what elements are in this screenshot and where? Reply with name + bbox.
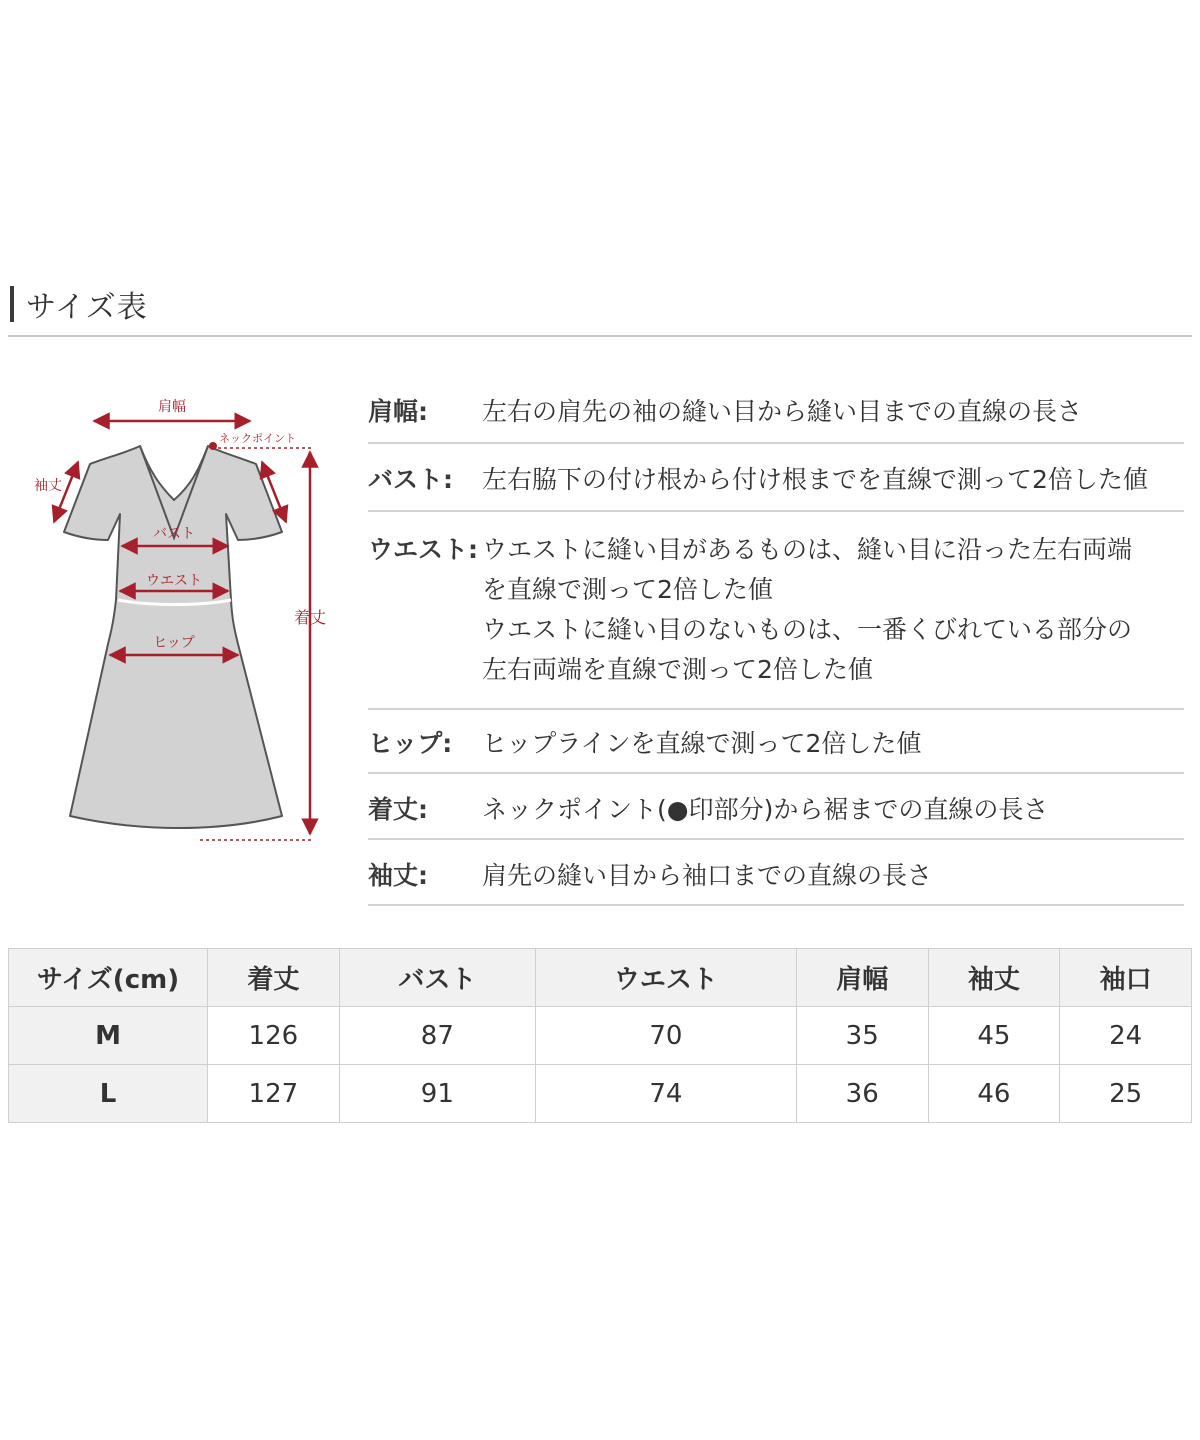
table-cell: 46	[928, 1065, 1060, 1123]
title-accent-bar	[10, 286, 14, 322]
definition-text	[482, 530, 1184, 690]
size-table-header-row	[9, 949, 1192, 1007]
table-cell: 36	[796, 1065, 928, 1123]
table-cell: 91	[339, 1065, 535, 1123]
section-title	[10, 284, 148, 324]
waist-label: ウエスト	[146, 573, 202, 589]
header-sleeve-length: 袖丈	[928, 949, 1060, 1007]
size-label: M	[9, 1007, 208, 1065]
header-length: 着丈	[208, 949, 340, 1007]
definition-term: 肩幅:	[368, 397, 428, 426]
table-cell: 87	[339, 1007, 535, 1065]
header-cuff: 袖口	[1060, 949, 1192, 1007]
table-cell: 24	[1060, 1007, 1192, 1065]
definition-line: を直線で測って2倍した値	[482, 575, 773, 604]
definition-length	[368, 774, 1184, 840]
definition-term: ヒップ:	[368, 729, 453, 758]
table-row	[9, 1065, 1192, 1123]
definition-waist	[368, 512, 1184, 710]
table-cell: 127	[208, 1065, 340, 1123]
table-row	[9, 1007, 1192, 1065]
definition-text	[482, 460, 1184, 500]
definition-term: ウエスト:	[368, 535, 478, 564]
definition-line: ウエストに縫い目があるものは、縫い目に沿った左右両端	[482, 535, 1133, 564]
definition-term: 着丈:	[368, 795, 428, 824]
length-label: 着丈	[293, 608, 327, 627]
definition-bust	[368, 444, 1184, 512]
hip-label: ヒップ	[153, 635, 195, 651]
definition-term: 袖丈:	[368, 861, 428, 890]
definition-term: バスト:	[368, 465, 453, 494]
dress-measurement-illustration	[20, 388, 340, 848]
garment-diagram	[20, 388, 340, 848]
shoulder-label: 肩幅	[158, 399, 186, 415]
section-title-text: サイズ表	[26, 290, 148, 325]
definition-line: ヒップラインを直線で測って2倍した値	[482, 729, 922, 758]
definition-line: ネックポイント(●印部分)から裾までの直線の長さ	[482, 795, 1049, 824]
definition-text	[482, 724, 1184, 764]
table-cell: 70	[535, 1007, 796, 1065]
neck-point-dot	[209, 442, 217, 450]
definition-line: 左右両端を直線で測って2倍した値	[482, 655, 873, 684]
definition-hip	[368, 710, 1184, 774]
table-cell: 35	[796, 1007, 928, 1065]
header-bust: バスト	[339, 949, 535, 1007]
size-table	[8, 948, 1192, 1123]
table-cell: 25	[1060, 1065, 1192, 1123]
definition-line: 左右脇下の付け根から付け根までを直線で測って2倍した値	[482, 465, 1148, 494]
table-cell: 126	[208, 1007, 340, 1065]
table-cell: 45	[928, 1007, 1060, 1065]
size-label: L	[9, 1065, 208, 1123]
table-cell: 74	[535, 1065, 796, 1123]
definition-shoulder	[368, 378, 1184, 444]
definition-text	[482, 392, 1184, 432]
header-waist: ウエスト	[535, 949, 796, 1007]
sleeve-label: 袖丈	[34, 478, 62, 494]
header-shoulder: 肩幅	[796, 949, 928, 1007]
definition-sleeve	[368, 840, 1184, 906]
definition-line: ウエストに縫い目のないものは、一番くびれている部分の	[482, 615, 1133, 644]
definition-text	[482, 856, 1184, 896]
definition-line: 肩先の縫い目から袖口までの直線の長さ	[482, 861, 933, 890]
definition-line: 左右の肩先の袖の縫い目から縫い目までの直線の長さ	[482, 397, 1083, 426]
bust-label: バスト	[153, 526, 195, 542]
neck-point-label: ネックポイント	[219, 432, 296, 445]
title-divider	[8, 335, 1192, 337]
measurement-definitions	[368, 378, 1184, 906]
header-size: サイズ(cm)	[9, 949, 208, 1007]
definition-text	[482, 790, 1184, 830]
